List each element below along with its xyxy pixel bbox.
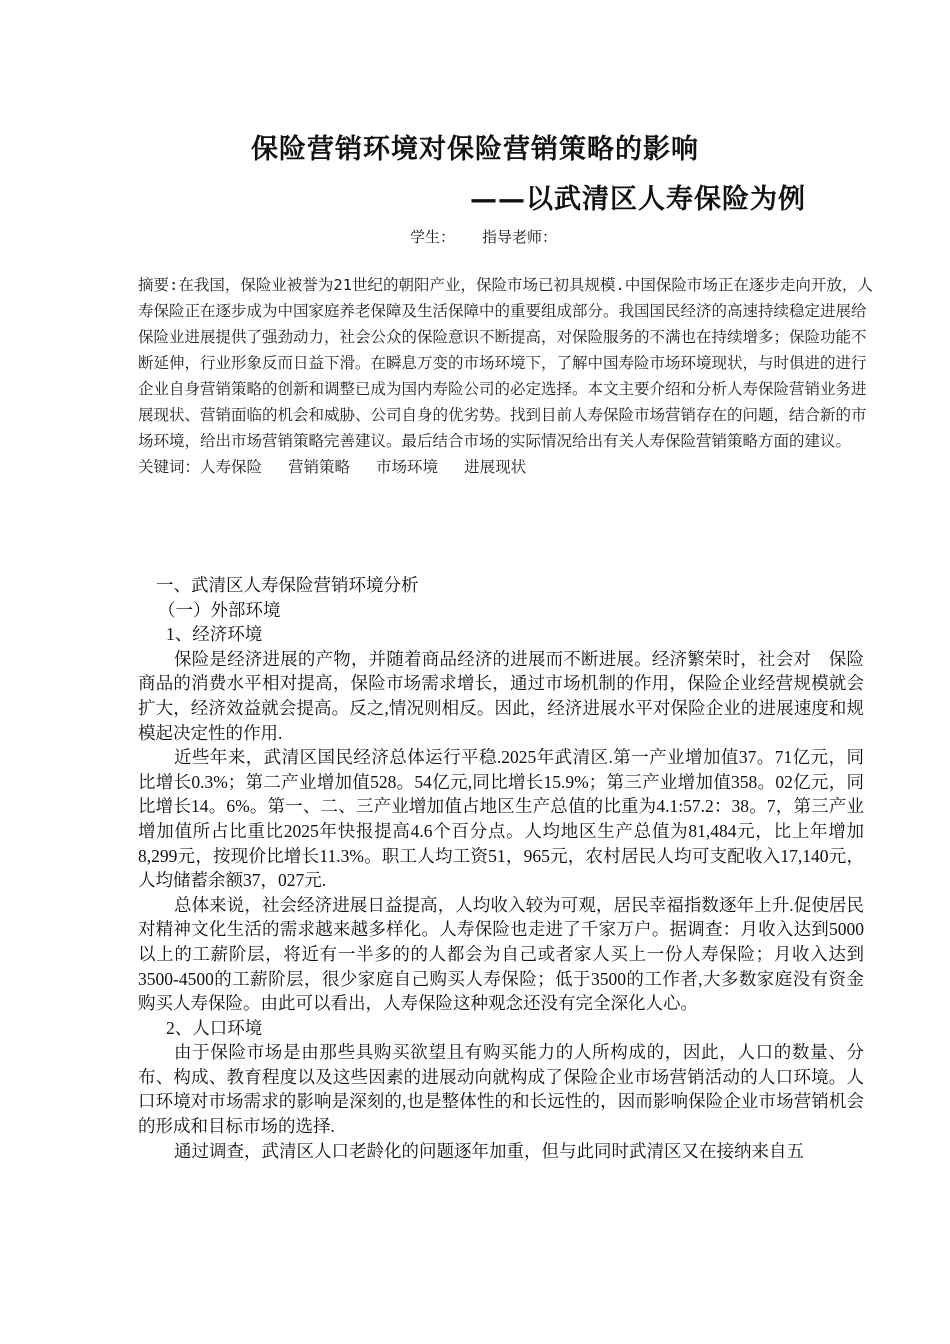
paragraph: 通过调查，武清区人口老龄化的问题逐年加重，但与此同时武清区又在接纳来自五 [174, 1140, 804, 1161]
keyword: 营销策略 [288, 458, 351, 476]
paragraph: 近些年来，武清区国民经济总体运行平稳.2025年武清区.第一产业增加值37。71亿元，同比增长0.3%；第二产业增加值528。54亿元,同比增长15.9%；第三产业增加值358。02亿元，同比增长14。6%。第一、二、三产业增加值占地区生产总值的比重为4.1:57.2：38。7，第三产业增加值所占比重比2025年快报提高4.6个百分点。人均地区生产总值为81,484元，比上年增加8,299元，按现价比增长11.3%。职工人均工资51，965元，农村居民人均可支配收入17,140元，人均储蓄余额37，027元. [138, 747, 864, 891]
keywords-line [138, 454, 878, 480]
subsection-heading: （一）外部环境 [158, 599, 281, 620]
subsubsection-heading: 1、经济环境 [166, 624, 263, 645]
abstract-text: 摘要:在我国，保险业被誉为21世纪的朝阳产业，保险市场已初具规模.中国保险市场正在逐步走向开放，人寿保险正在逐步成为中国家庭养老保障及生活保障中的重要组成部分。我国国民经济的高速持续稳定进展给保险业进展提供了强劲动力，社会公众的保险意识不断提高，对保险服务的不满也在持续增多；保险功能不断延伸，行业形象反而日益下滑。在瞬息万变的市场环境下，了解中国寿险市场环境现状，与时俱进的进行企业自身营销策略的创新和调整已成为国内寿险公司的必定选择。本文主要介绍和分析人寿保险营销业务进展现状、营销面临的机会和威胁、公司自身的优劣势。找到目前人寿保险市场营销存在的问题，结合新的市场环境，给出市场营销策略完善建议。最后结合市场的实际情况给出有关人寿保险营销策略方面的建议。 [138, 276, 873, 450]
section-heading: 一、武清区人寿保险营销环境分析 [156, 575, 419, 595]
subsubsection-heading: 2、人口环境 [166, 1017, 263, 1038]
abstract-block [138, 272, 878, 480]
student-label: 学生： [410, 228, 456, 246]
paragraph: 保险是经济进展的产物，并随着商品经济的进展而不断进展。经济繁荣时，社会对 保险商品的消费水平相对提高，保险市场需求增长，通过市场机制的作用，保险企业经营规模就会扩大，经济效益就会提高。反之,情况则相反。因此，经济进展水平对保险企业的进展速度和规模起决定性的作用. [138, 648, 864, 743]
advisor-label: 指导老师： [482, 228, 558, 246]
document-subtitle: ——以武清区人寿保险为例 [470, 184, 806, 215]
paragraph: 总体来说，社会经济进展日益提高，人均收入较为可观，居民幸福指数逐年上升.促使居民对精神文化生活的需求越来越多样化。人寿保险也走进了千家万户。据调查：月收入达到5000以上的工薪阶层，将近有一半多的的人都会为自己或者家人买上一份人寿保险；月收入达到3500-4500的工薪阶层，很少家庭自己购买人寿保险；低于3500的工作者,大多数家庭没有资金购买人寿保险。由此可以看出，人寿保险这种观念还没有完全深化人心。 [138, 894, 864, 1014]
paragraph: 由于保险市场是由那些具购买欲望且有购买能力的人所构成的，因此，人口的数量、分布、构成、教育程度以及这些因素的进展动向就构成了保险企业市场营销活动的人口环境。人口环境对市场需求的影响是深刻的,也是整体性的和长远性的，因而影响保险企业市场营销机会的形成和目标市场的选择. [138, 1042, 864, 1137]
author-line [410, 225, 575, 249]
keyword: 进展现状 [464, 458, 527, 476]
keyword: 市场环境 [376, 458, 439, 476]
keyword: 人寿保险 [200, 458, 263, 476]
document-title: 保险营销环境对保险营销策略的影响 [251, 134, 699, 165]
body-text [138, 573, 864, 1163]
keywords-label: 关键词： [138, 458, 201, 476]
